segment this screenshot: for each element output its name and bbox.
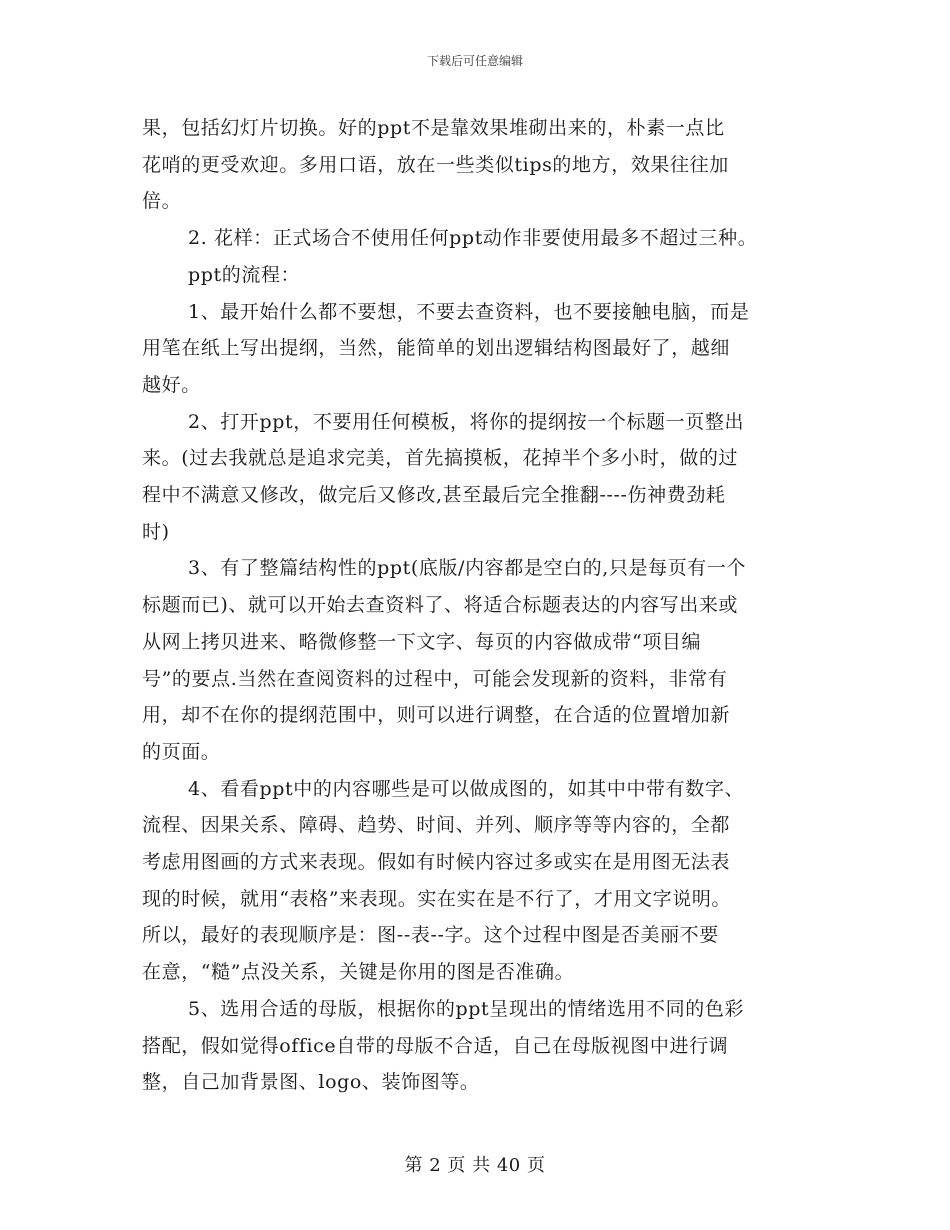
text-line: 5、选用合适的母版，根据你的ppt呈现出的情绪选用不同的色彩 <box>188 997 745 1020</box>
text-line: 现的时候，就用“表格”来表现。实在实在是不行了，才用文字说明。 <box>142 887 732 910</box>
page-header: 下载后可任意编辑 <box>426 54 523 68</box>
text-line: 果，包括幻灯片切换。好的ppt不是靠效果堆砌出来的，朴素一点比 <box>142 117 725 139</box>
text-line: 来。(过去我就总是追求完美，首先搞摸板，花掉半个多小时，做的过 <box>142 447 739 470</box>
text-line: 从网上拷贝进来、略微修整一下文字、每页的内容做成带“项目编 <box>142 630 702 653</box>
text-line: 用，却不在你的提纲范围中，则可以进行调整，在合适的位置增加新 <box>142 704 731 727</box>
text-line: 标题而已)、就可以开始去查资料了、将适合标题表达的内容写出来或 <box>142 594 739 617</box>
section-heading: ppt的流程： <box>188 263 301 286</box>
text-line: 的页面。 <box>142 740 221 763</box>
text-line: 时) <box>142 520 170 543</box>
text-line: 4、看看ppt中的内容哪些是可以做成图的，如其中中带有数字、 <box>188 777 745 800</box>
page-footer: 第 2 页 共 40 页 <box>404 1155 546 1176</box>
text-line: 号”的要点.当然在查阅资料的过程中，可能会发现新的资料，非常有 <box>142 667 728 690</box>
text-line: 搭配，假如觉得office自带的母版不合适，自己在母版视图中进行调 <box>142 1034 729 1057</box>
text-line: 程中不满意又修改，做完后又修改,甚至最后完全推翻----伤神费劲耗 <box>142 484 726 507</box>
text-line: 考虑用图画的方式来表现。假如有时候内容过多或实在是用图无法表 <box>142 851 731 874</box>
document-body <box>142 110 812 1101</box>
text-line: 所以，最好的表现顺序是：图--表--字。这个过程中图是否美丽不要 <box>142 924 719 947</box>
text-line: 在意，“糙”点没关系，关键是你用的图是否准确。 <box>142 961 575 984</box>
text-line: 1、最开始什么都不要想，不要去查资料，也不要接触电脑，而是 <box>188 300 750 323</box>
list-item-heading: 2. 花样：正式场合不使用任何ppt动作非要使用最多不超过三种。 <box>188 227 758 250</box>
text-line: 越好。 <box>142 373 201 396</box>
text-line: 花哨的更受欢迎。多用口语，放在一些类似tips的地方，效果往往加 <box>142 153 729 176</box>
text-line: 2、打开ppt，不要用任何模板，将你的提纲按一个标题一页整出 <box>188 410 745 433</box>
text-line: 流程、因果关系、障碍、趋势、时间、并列、顺序等等内容的，全都 <box>142 814 731 837</box>
text-line: 3、有了整篇结构性的ppt(底版/内容都是空白的,只是每页有一个 <box>188 557 747 580</box>
text-line: 整，自己加背景图、logo、装饰图等。 <box>142 1071 480 1094</box>
text-line: 倍。 <box>142 190 182 213</box>
text-line: 用笔在纸上写出提纲，当然，能简单的划出逻辑结构图最好了，越细 <box>142 337 731 360</box>
